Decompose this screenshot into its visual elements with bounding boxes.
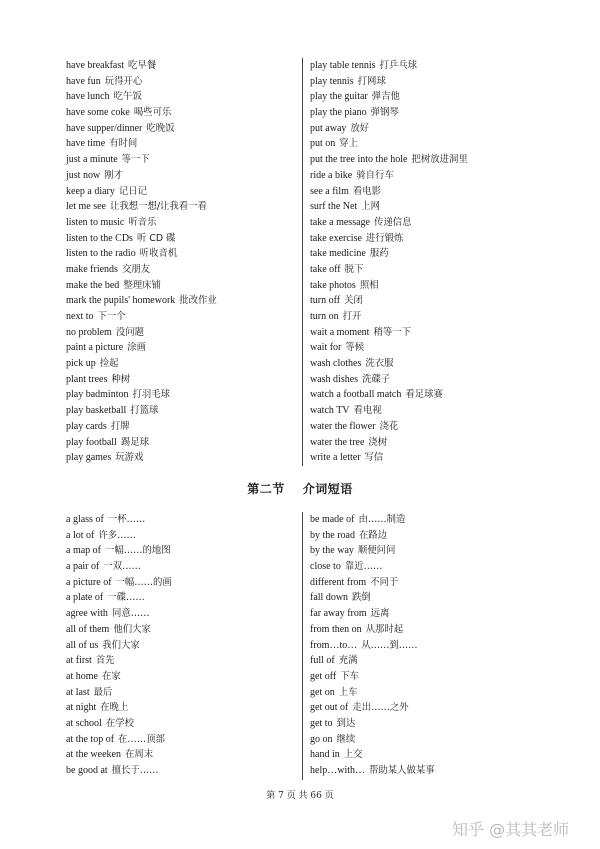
phrase-row bbox=[310, 575, 435, 591]
phrase-chinese: 帮助某人做某事 bbox=[369, 765, 435, 776]
phrase-chinese: 由……制造 bbox=[358, 514, 406, 525]
phrase-chinese: 穿上 bbox=[339, 138, 359, 150]
phrase-english: take a message bbox=[310, 216, 370, 228]
phrase-row bbox=[66, 184, 217, 200]
phrase-chinese: 我们大家 bbox=[102, 639, 140, 651]
phrase-row bbox=[310, 403, 468, 419]
phrase-chinese: 踢足球 bbox=[120, 436, 149, 448]
phrase-chinese: 玩得开心 bbox=[104, 75, 143, 87]
phrase-english: next to bbox=[66, 311, 94, 322]
phrase-row bbox=[66, 543, 172, 559]
verb-phrases-right-column bbox=[310, 58, 468, 466]
phrase-chinese: 吃晚饭 bbox=[146, 122, 175, 134]
phrase-english: be made of bbox=[310, 514, 355, 525]
phrase-english: at school bbox=[66, 717, 102, 729]
phrase-english: agree with bbox=[66, 608, 108, 620]
phrase-row bbox=[66, 262, 217, 278]
phrase-row bbox=[66, 653, 172, 669]
phrase-english: pick up bbox=[66, 358, 96, 370]
phrase-row bbox=[310, 121, 468, 137]
verb-phrases-left-column bbox=[66, 58, 217, 466]
phrase-chinese: 在路边 bbox=[359, 529, 388, 541]
phrase-row bbox=[310, 543, 435, 559]
phrase-english: help…with… bbox=[310, 765, 365, 776]
phrase-english: put the tree into the hole bbox=[310, 154, 408, 166]
phrase-row bbox=[66, 278, 217, 294]
phrase-english: far away from bbox=[310, 608, 367, 620]
phrase-chinese: 玩游戏 bbox=[115, 452, 144, 464]
phrase-row bbox=[66, 575, 172, 591]
phrase-english: ride a bike bbox=[310, 169, 353, 181]
phrase-english: at the weeken bbox=[66, 749, 121, 761]
phrase-chinese: 有时间 bbox=[109, 138, 138, 150]
phrase-row bbox=[66, 121, 217, 137]
phrase-english: keep a diary bbox=[66, 185, 115, 197]
phrase-row bbox=[310, 152, 468, 168]
phrase-row bbox=[310, 435, 468, 451]
phrase-chinese: 不同于 bbox=[370, 576, 399, 588]
phrase-english: a lot of bbox=[66, 529, 95, 541]
phrase-english: play the guitar bbox=[310, 91, 368, 103]
phrase-english: make friends bbox=[66, 263, 118, 275]
phrase-chinese: 他们大家 bbox=[113, 623, 151, 635]
phrase-chinese: 交朋友 bbox=[121, 263, 151, 275]
phrase-row bbox=[66, 231, 217, 247]
phrase-chinese: 关闭 bbox=[344, 295, 363, 307]
phrase-english: just now bbox=[66, 169, 101, 181]
phrase-chinese: 等一下 bbox=[121, 154, 150, 166]
phrase-row bbox=[66, 340, 217, 356]
phrase-row bbox=[310, 606, 435, 622]
phrase-english: all of us bbox=[66, 639, 99, 651]
phrase-chinese: 上交 bbox=[343, 749, 363, 761]
phrase-chinese: 在周末 bbox=[124, 749, 154, 761]
phrase-row bbox=[310, 622, 435, 638]
phrase-english: a picture of bbox=[66, 576, 112, 588]
phrase-row bbox=[310, 372, 468, 388]
phrase-chinese: 喝些可乐 bbox=[133, 107, 172, 119]
phrase-english: from then on bbox=[310, 623, 362, 635]
phrase-chinese: 吃午饭 bbox=[113, 91, 142, 103]
phrase-chinese: 在学校 bbox=[105, 717, 134, 729]
phrase-english: take photos bbox=[310, 279, 356, 291]
phrase-chinese: 从……到…… bbox=[361, 639, 418, 651]
phrase-english: a glass of bbox=[66, 514, 104, 525]
phrase-english: wash dishes bbox=[310, 373, 359, 385]
phrase-chinese: 进行锻炼 bbox=[365, 232, 404, 244]
phrase-chinese: 最后 bbox=[93, 686, 113, 698]
phrase-row bbox=[66, 528, 172, 544]
phrase-english: get on bbox=[310, 686, 335, 698]
phrase-english: fall down bbox=[310, 592, 349, 604]
phrase-row bbox=[66, 325, 217, 341]
phrase-chinese: 吃早餐 bbox=[128, 60, 157, 71]
section-title: 介词短语 bbox=[302, 482, 353, 496]
phrase-chinese: 打开 bbox=[342, 311, 362, 322]
phrase-chinese: 下一个 bbox=[97, 311, 126, 322]
phrase-chinese: 靠近…… bbox=[344, 561, 383, 573]
phrase-row bbox=[66, 638, 172, 654]
phrase-row bbox=[66, 559, 172, 575]
phrase-row bbox=[310, 262, 468, 278]
phrase-english: get off bbox=[310, 670, 337, 682]
phrase-row bbox=[66, 590, 172, 606]
phrase-english: watch a football match bbox=[310, 389, 402, 401]
phrase-english: mark the pupils' homework bbox=[66, 295, 176, 307]
phrase-english: at the top of bbox=[66, 733, 115, 745]
phrase-english: listen to the CDs bbox=[66, 232, 133, 244]
phrase-chinese: 打牌 bbox=[110, 420, 130, 432]
phrase-row bbox=[310, 669, 435, 685]
phrase-row bbox=[310, 199, 468, 215]
phrase-row bbox=[310, 685, 435, 701]
phrase-chinese: 等候 bbox=[345, 342, 365, 354]
phrase-row bbox=[66, 732, 172, 748]
phrase-row bbox=[66, 700, 172, 716]
phrase-english: surf the Net bbox=[310, 201, 358, 213]
phrase-row bbox=[310, 653, 435, 669]
phrase-english: water the tree bbox=[310, 436, 365, 448]
phrase-chinese: 擅长于…… bbox=[111, 765, 159, 776]
phrase-english: take off bbox=[310, 263, 341, 275]
phrase-english: at night bbox=[66, 702, 97, 714]
phrase-chinese: 把树放进洞里 bbox=[411, 154, 468, 166]
phrase-english: wait for bbox=[310, 342, 342, 354]
phrase-chinese: 让我想一想/让我看一看 bbox=[109, 201, 207, 213]
phrase-row bbox=[66, 685, 172, 701]
phrase-chinese: 上网 bbox=[361, 201, 380, 213]
phrase-english: have time bbox=[66, 138, 106, 150]
phrase-row bbox=[310, 89, 468, 105]
phrase-row bbox=[310, 278, 468, 294]
phrase-english: write a letter bbox=[310, 452, 361, 464]
phrase-chinese: 种树 bbox=[111, 373, 131, 385]
phrase-row bbox=[310, 450, 468, 466]
phrase-row bbox=[310, 340, 468, 356]
phrase-chinese: 洗碟子 bbox=[362, 373, 391, 385]
phrase-english: have lunch bbox=[66, 91, 110, 103]
phrase-english: play the piano bbox=[310, 107, 367, 119]
phrase-english: let me see bbox=[66, 201, 106, 213]
phrase-chinese: 许多…… bbox=[98, 529, 136, 541]
page-footer: 第 7 页 共 66 页 bbox=[266, 791, 334, 801]
phrase-english: different from bbox=[310, 576, 367, 588]
phrase-row bbox=[66, 58, 217, 74]
phrase-row bbox=[66, 606, 172, 622]
phrase-english: play badminton bbox=[66, 389, 129, 401]
phrase-chinese: 一双…… bbox=[103, 561, 141, 573]
phrase-row bbox=[66, 105, 217, 121]
phrase-chinese: 骑自行车 bbox=[356, 169, 394, 181]
phrase-chinese: 服药 bbox=[369, 248, 389, 260]
phrase-row bbox=[310, 184, 468, 200]
phrase-chinese: 到达 bbox=[336, 717, 356, 729]
phrase-chinese: 一碟…… bbox=[107, 592, 145, 604]
phrase-chinese: 涂画 bbox=[127, 342, 146, 354]
phrase-row bbox=[310, 387, 468, 403]
phrase-chinese: 浇树 bbox=[368, 436, 388, 448]
phrase-row bbox=[310, 309, 468, 325]
phrase-english: full of bbox=[310, 655, 335, 667]
phrase-english: have supper/dinner bbox=[66, 122, 143, 134]
phrase-row bbox=[66, 716, 172, 732]
phrase-chinese: 一幅……的地图 bbox=[105, 545, 171, 557]
phrase-chinese: 在晚上 bbox=[100, 702, 129, 714]
phrase-row bbox=[310, 325, 468, 341]
phrase-english: turn off bbox=[310, 295, 341, 307]
phrase-english: be good at bbox=[66, 765, 108, 776]
phrase-row bbox=[66, 74, 217, 90]
phrase-english: play football bbox=[66, 436, 117, 448]
phrase-chinese: 打羽毛球 bbox=[132, 389, 171, 401]
phrase-english: all of them bbox=[66, 623, 110, 635]
phrase-row bbox=[66, 293, 217, 309]
phrase-row bbox=[310, 528, 435, 544]
column-divider bbox=[302, 58, 303, 466]
phrase-row bbox=[310, 700, 435, 716]
phrase-chinese: 稍等一下 bbox=[373, 326, 411, 338]
phrase-english: take exercise bbox=[310, 232, 362, 244]
phrase-row bbox=[66, 419, 217, 435]
phrase-chinese: 从那时起 bbox=[365, 623, 404, 635]
phrase-row bbox=[310, 747, 435, 763]
phrase-english: play cards bbox=[66, 420, 107, 432]
phrase-chinese: 脱下 bbox=[344, 263, 364, 275]
phrase-row bbox=[66, 387, 217, 403]
phrase-row bbox=[66, 356, 217, 372]
phrase-english: no problem bbox=[66, 326, 112, 338]
phrase-chinese: 记日记 bbox=[118, 185, 148, 197]
phrase-english: take medicine bbox=[310, 248, 366, 260]
phrase-row bbox=[66, 747, 172, 763]
phrase-row bbox=[66, 168, 217, 184]
phrase-row bbox=[310, 215, 468, 231]
phrase-english: get out of bbox=[310, 702, 349, 714]
phrase-row bbox=[310, 356, 468, 372]
phrase-chinese: 看足球赛 bbox=[405, 389, 443, 401]
phrase-english: watch TV bbox=[310, 405, 350, 417]
phrase-english: go on bbox=[310, 733, 333, 745]
phrase-english: water the flower bbox=[310, 420, 376, 432]
phrase-row bbox=[66, 152, 217, 168]
phrase-english: close to bbox=[310, 561, 341, 573]
phrase-english: play tennis bbox=[310, 75, 354, 87]
section-number: 第二节 bbox=[247, 482, 285, 496]
watermark: 知乎 @其其老师 bbox=[452, 820, 570, 839]
phrase-row bbox=[66, 763, 172, 779]
phrase-english: have breakfast bbox=[66, 60, 125, 71]
phrase-row bbox=[66, 450, 217, 466]
phrase-english: put away bbox=[310, 122, 347, 134]
phrase-chinese: 听收音机 bbox=[139, 248, 178, 260]
phrase-english: at home bbox=[66, 670, 98, 682]
phrase-english: paint a picture bbox=[66, 342, 124, 354]
phrase-english: get to bbox=[310, 717, 333, 729]
phrase-english: have fun bbox=[66, 75, 101, 87]
phrase-row bbox=[310, 74, 468, 90]
phrase-chinese: 捡起 bbox=[99, 358, 119, 370]
phrase-english: make the bed bbox=[66, 279, 120, 291]
phrase-english: wait a moment bbox=[310, 326, 370, 338]
phrase-english: play games bbox=[66, 452, 112, 464]
phrase-row bbox=[310, 231, 468, 247]
phrase-row bbox=[310, 246, 468, 262]
phrase-english: listen to the radio bbox=[66, 248, 136, 260]
phrase-chinese: 听 CD 碟 bbox=[136, 232, 176, 244]
phrase-chinese: 一幅……的画 bbox=[115, 576, 172, 588]
phrase-row bbox=[66, 512, 172, 528]
phrase-row bbox=[310, 590, 435, 606]
phrase-chinese: 上车 bbox=[338, 686, 358, 698]
phrase-chinese: 没问题 bbox=[115, 326, 144, 338]
phrase-row bbox=[310, 559, 435, 575]
phrase-row bbox=[310, 512, 435, 528]
phrase-english: listen to music bbox=[66, 216, 125, 228]
phrase-chinese: 顺便问问 bbox=[357, 545, 396, 557]
phrase-chinese: 批改作业 bbox=[179, 295, 217, 307]
phrase-english: a plate of bbox=[66, 592, 104, 604]
phrase-english: have some coke bbox=[66, 107, 130, 119]
phrase-chinese: 听音乐 bbox=[128, 216, 157, 228]
phrase-row bbox=[66, 199, 217, 215]
phrase-row bbox=[66, 136, 217, 152]
phrase-english: put on bbox=[310, 138, 336, 150]
prep-phrases-right-column bbox=[310, 512, 435, 779]
phrase-chinese: 打乒乓球 bbox=[379, 60, 418, 71]
phrase-row bbox=[66, 669, 172, 685]
phrase-english: see a film bbox=[310, 185, 349, 197]
phrase-chinese: 放好 bbox=[350, 122, 370, 134]
phrase-row bbox=[66, 403, 217, 419]
phrase-row bbox=[310, 732, 435, 748]
phrase-row bbox=[310, 638, 435, 654]
phrase-english: by the road bbox=[310, 529, 355, 541]
phrase-row bbox=[310, 168, 468, 184]
phrase-english: play basketball bbox=[66, 405, 127, 417]
phrase-chinese: 写信 bbox=[364, 452, 384, 464]
phrase-chinese: 首先 bbox=[95, 655, 115, 667]
phrase-row bbox=[310, 419, 468, 435]
phrase-chinese: 照相 bbox=[359, 279, 379, 291]
phrase-chinese: 刚才 bbox=[104, 169, 123, 181]
phrase-row bbox=[310, 105, 468, 121]
column-divider bbox=[302, 512, 303, 780]
phrase-chinese: 一杯…… bbox=[107, 514, 146, 525]
phrase-english: a pair of bbox=[66, 561, 100, 573]
phrase-english: from…to… bbox=[310, 639, 358, 651]
phrase-chinese: 传递信息 bbox=[373, 216, 412, 228]
phrase-chinese: 弹吉他 bbox=[371, 91, 400, 103]
phrase-chinese: 看电影 bbox=[352, 185, 382, 197]
phrase-row bbox=[310, 136, 468, 152]
phrase-chinese: 跌倒 bbox=[352, 592, 371, 604]
phrase-chinese: 充满 bbox=[338, 655, 358, 667]
phrase-row bbox=[310, 293, 468, 309]
phrase-chinese: 整理床铺 bbox=[123, 279, 161, 291]
phrase-english: turn on bbox=[310, 311, 339, 322]
phrase-english: hand in bbox=[310, 749, 340, 761]
phrase-english: at first bbox=[66, 655, 92, 667]
phrase-chinese: 在……顶部 bbox=[118, 733, 165, 745]
phrase-english: just a minute bbox=[66, 154, 118, 166]
phrase-row bbox=[310, 763, 435, 779]
phrase-english: wash clothes bbox=[310, 358, 362, 370]
phrase-row bbox=[66, 246, 217, 262]
phrase-chinese: 浇花 bbox=[379, 420, 399, 432]
phrase-chinese: 看电视 bbox=[353, 405, 382, 417]
phrase-row bbox=[66, 215, 217, 231]
phrase-english: at last bbox=[66, 686, 90, 698]
phrase-row bbox=[66, 372, 217, 388]
phrase-chinese: 打网球 bbox=[357, 75, 386, 87]
section-heading bbox=[0, 480, 600, 497]
phrase-row bbox=[310, 58, 468, 74]
phrase-chinese: 在家 bbox=[101, 670, 121, 682]
phrase-row bbox=[66, 89, 217, 105]
phrase-english: by the way bbox=[310, 545, 354, 557]
phrase-english: plant trees bbox=[66, 373, 108, 385]
phrase-chinese: 走出……之外 bbox=[352, 702, 409, 714]
phrase-chinese: 洗衣服 bbox=[365, 358, 394, 370]
phrase-english: play table tennis bbox=[310, 60, 376, 71]
phrase-chinese: 远离 bbox=[370, 608, 390, 620]
phrase-chinese: 继续 bbox=[336, 733, 356, 745]
phrase-row bbox=[66, 622, 172, 638]
phrase-chinese: 弹钢琴 bbox=[370, 107, 399, 119]
prep-phrases-left-column bbox=[66, 512, 172, 779]
phrase-row bbox=[310, 716, 435, 732]
phrase-row bbox=[66, 309, 217, 325]
phrase-row bbox=[66, 435, 217, 451]
phrase-chinese: 下车 bbox=[340, 670, 359, 682]
phrase-english: a map of bbox=[66, 545, 101, 557]
phrase-chinese: 打篮球 bbox=[130, 405, 159, 417]
phrase-chinese: 同意…… bbox=[111, 608, 150, 620]
